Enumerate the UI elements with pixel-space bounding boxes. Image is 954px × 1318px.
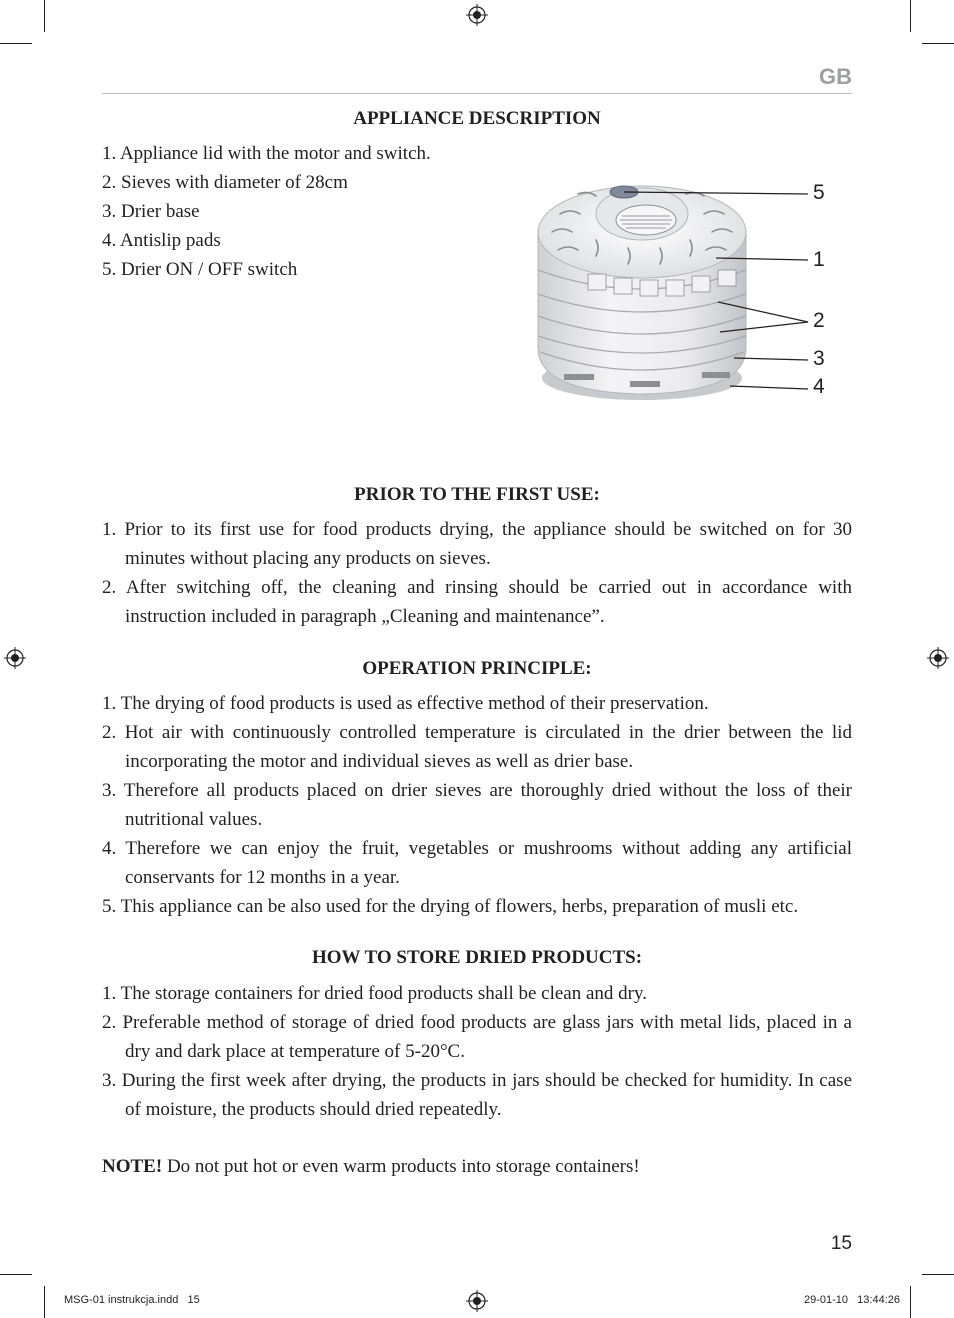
- storage-title: HOW TO STORE DRIED PRODUCTS:: [311, 947, 643, 968]
- callout-number: 2: [813, 309, 825, 332]
- prior-item: 2. After switching off, the cleaning and rinsing should be carried out in accordance with instruction included in paragraph „Cleaning and maintenance”.: [102, 577, 852, 627]
- crop-mark: [44, 1286, 45, 1318]
- prior-title: PRIOR TO THE FIRST USE:: [354, 484, 600, 505]
- callout-number: 3: [813, 347, 825, 370]
- operation-item: 2. Hot air with continuously controlled temperature is circulated in the drier between the lid incorporating the motor and individual sieves as well as drier base.: [102, 722, 852, 772]
- footer-filename: MSG-01 instrukcja.indd 15: [64, 1294, 200, 1306]
- operation-item: 1. The drying of food products is used as effective method of their preservation.: [102, 693, 709, 714]
- crop-mark: [0, 1274, 32, 1275]
- note-text: Do not put hot or even warm products into storage containers!: [162, 1156, 640, 1177]
- appliance-item: 3. Drier base: [102, 201, 200, 222]
- storage-item: 3. During the first week after drying, the products in jars should be checked for humidity. In case of moisture, the products should dried repeatedly.: [102, 1070, 852, 1120]
- header-rule: [102, 93, 852, 94]
- storage-item: 2. Preferable method of storage of dried food products are glass jars with metal lids, placed in a dry and dark place at temperature of 5-20°C.: [102, 1012, 852, 1062]
- note-label: NOTE!: [102, 1156, 163, 1177]
- callout-number: 5: [813, 181, 825, 204]
- note: [102, 1152, 640, 1181]
- operation-item: 5. This appliance can be also used for the drying of flowers, herbs, preparation of musli etc.: [102, 896, 799, 917]
- crop-mark: [922, 43, 954, 44]
- registration-mark-icon: [466, 4, 488, 26]
- footer-timestamp: 29-01-10 13:44:26: [803, 1294, 900, 1306]
- crop-mark: [44, 0, 45, 32]
- appliance-item: 1. Appliance lid with the motor and switch.: [102, 143, 431, 164]
- operation-item: 3. Therefore all products placed on drier sieves are thoroughly dried without the loss of their nutritional values.: [102, 780, 852, 830]
- operation-title: OPERATION PRINCIPLE:: [362, 658, 592, 679]
- callout-number: 4: [813, 375, 825, 398]
- registration-mark-icon: [466, 1290, 488, 1312]
- registration-mark-icon: [4, 647, 26, 669]
- appliance-item: 5. Drier ON / OFF switch: [102, 259, 298, 280]
- storage-item: 1. The storage containers for dried food products shall be clean and dry.: [102, 983, 648, 1004]
- food-dryer-illustration: [530, 170, 820, 410]
- appliance-item: 2. Sieves with diameter of 28cm: [102, 172, 348, 193]
- language-code: GB: [819, 64, 852, 89]
- crop-mark: [922, 1274, 954, 1275]
- prior-item: 1. Prior to its first use for food products drying, the appliance should be switched on for 30 minutes without placing any products on sieves.: [102, 519, 852, 569]
- appliance-title: APPLIANCE DESCRIPTION: [353, 108, 601, 129]
- crop-mark: [910, 0, 911, 32]
- appliance-item: 4. Antislip pads: [102, 230, 221, 251]
- crop-mark: [910, 1286, 911, 1318]
- crop-mark: [0, 43, 32, 44]
- callout-number: 1: [813, 248, 825, 271]
- registration-mark-icon: [927, 647, 949, 669]
- page-number: 15: [830, 1233, 852, 1254]
- operation-item: 4. Therefore we can enjoy the fruit, vegetables or mushrooms without adding any artificial conservants for 12 months in a year.: [102, 838, 852, 888]
